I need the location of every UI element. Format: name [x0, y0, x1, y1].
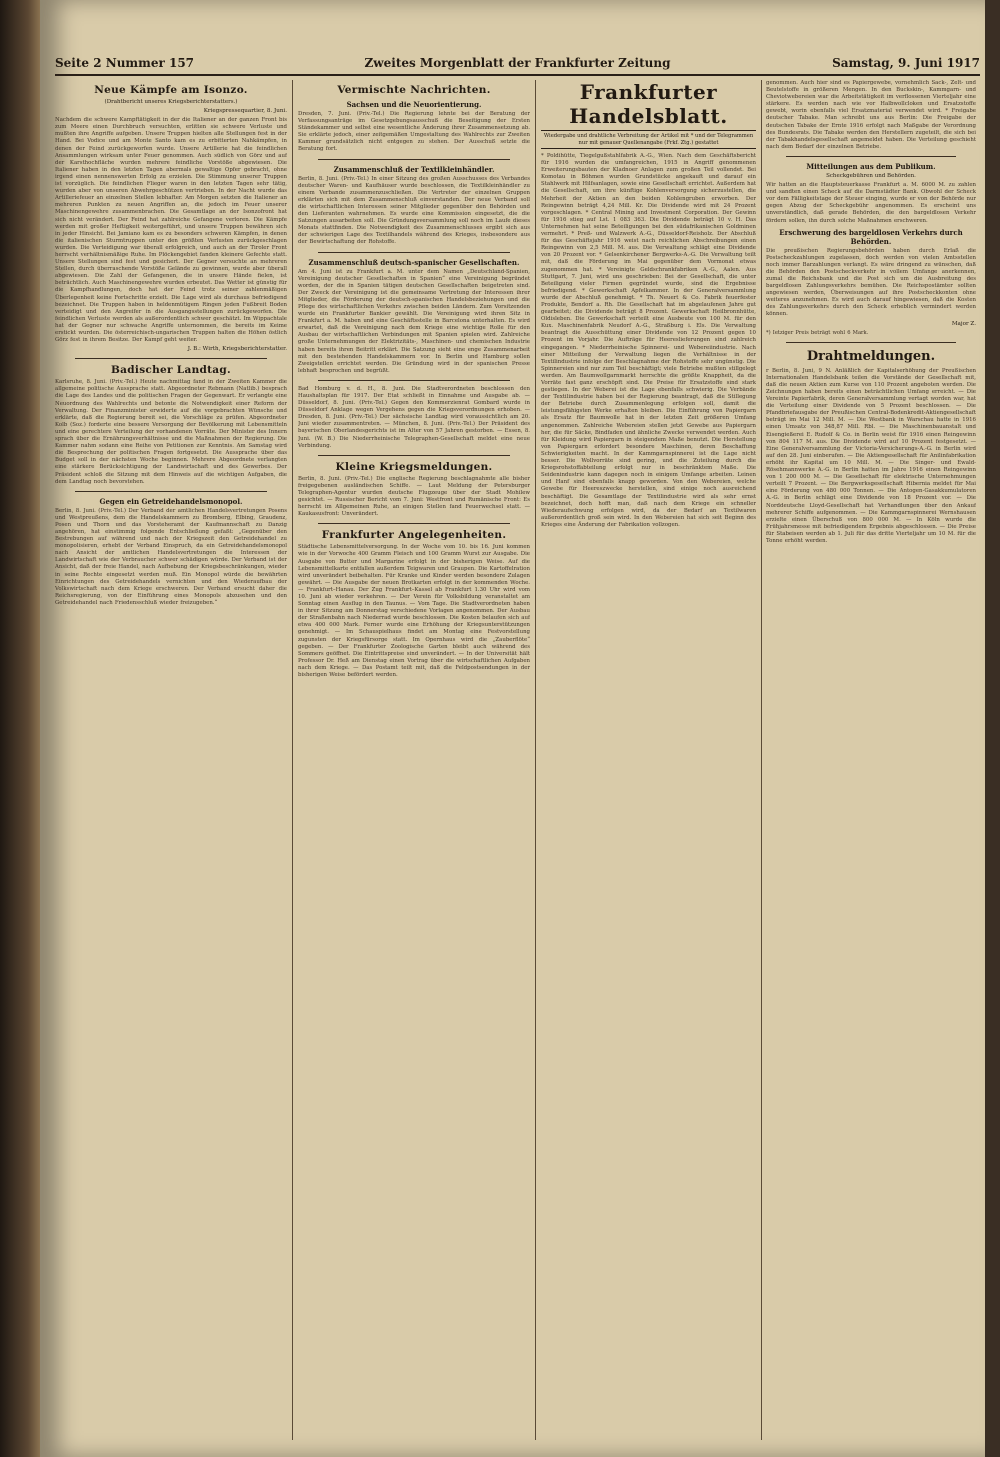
article-heading: Mitteilungen aus dem Publikum.	[806, 161, 936, 171]
article-subheading: Sachsen und die Neuorientierung.	[346, 100, 482, 109]
column-4	[766, 80, 976, 1440]
article-heading: Vermischte Nachrichten.	[337, 84, 491, 96]
article-heading: Zusammenschluß deutsch-spanischer Gesellschaften.	[308, 257, 520, 267]
author-signature: Major Z.	[951, 320, 976, 327]
footnote: *) Ietziger Preis beträgt wohl 6 Mark.	[766, 329, 869, 336]
article-subheading: Scheckgebühren und Behörden.	[826, 172, 916, 179]
article-body: Dresden, 7. Juni. (Priv.-Tel.) Die Regierung lehnte bei der Beratung der Verfassungsanträge im Gesetzgebungsausschuß die Beseitigung der Ersten Ständekammer und selbst eine wesentliche Änderung ihrer Zusammensetzung ab. Sie erklärte jedoch, einer zeitgemäßen Umgestaltung des Wahlrechts zur Zweiten Kammer grundsätzlich nicht entgegen zu stehen. Der Ausschuß setzte die Beratung fort.	[298, 111, 530, 153]
article-heading: Frankfurter Angelegenheiten.	[321, 529, 507, 542]
article-body: Karlsruhe, 8. Juni. (Priv.-Tel.) Heute nachmittag fand in der Zweiten Kammer die allgemeine politische Aussprache statt. Abgeordneter Rebmann (Natlib.) besprach die Lage des Landes und die politischen Fragen der Gegenwart. Er verlangte eine Neuordnung des Wahlrechts und betonte die Notwendigkeit einer Reform der Verwaltung. Der Finanzminister erwiderte auf die vorgebrachten Wünsche und erklärte, daß die Regierung bereit sei, die Vorschläge zu prüfen. Abgeordneter Kolb (Soz.) forderte eine bessere Versorgung der Bevölkerung mit Lebensmitteln und eine gerechtere Verteilung der vorhandenen Vorräte. Der Minister des Innern sprach über die Ernährungsverhältnisse und die Maßnahmen der Regierung. Die Kammer nahm sodann eine Reihe von Petitionen zur Kenntnis. Am Samstag wird die Besprechung der politischen Fragen fortgesetzt. Die Aussprache über das Budget soll in der nächsten Woche beginnen. Mehrere Abgeordnete verlangten eine stärkere Berücksichtigung der Landwirtschaft und des Gewerbes. Der Präsident schloß die Sitzung mit dem Hinweis auf die wichtigen Aufgaben, die dem Landtag noch bevorstehen.	[55, 379, 287, 485]
divider	[75, 358, 267, 359]
article-heading: Gegen ein Getreidehandelsmonopol.	[99, 496, 243, 506]
article-body: Berlin, 8. Juni. (Priv.-Tel.) In einer Sitzung des großen Ausschusses des Verbandes deutscher Waren- und Kaufhäuser wurde beschlossen, die Textilkleinhändler zu einem Verbande zusammenzuschließen. Die Vertreter der einzelnen Gruppen erklärten sich mit dem Zusammenschluß einverstanden. Der neue Verband soll die wirtschaftlichen Interessen seiner Mitglieder gegenüber den Behörden und den Lieferanten wahrnehmen. Es wurde eine Kommission eingesetzt, die die Satzungen ausarbeiten soll. Die Gründungsversammlung soll noch im Laufe dieses Monats stattfinden. Die Notwendigkeit des Zusammenschlusses ergibt sich aus der schwierigen Lage des Textilhandels während des Krieges, insbesondere aus der Bewirtschaftung der Rohstoffe.	[298, 175, 530, 246]
column-2	[298, 80, 530, 1440]
column-rule	[535, 80, 536, 1440]
dateline: Kriegspressequartier, 8. Juni.	[203, 108, 287, 115]
divider	[318, 252, 510, 253]
article-heading: Erschwerung des bargeldlosen Verkehrs durch Behörden.	[779, 227, 963, 246]
article-body: Nachdem die schwere Kampftätigkeit in der die Italiener an der ganzen Front bis zum Meere einen Durchbruch versuchten, erlitten sie schwere Verluste und mußten ihre Angriffe aufgeben. Unsere Truppen hielten alle Stellungen fest in der Hand. Bei Vodice und am Monte Santo kam es zu erbitterten Nahkämpfen, in denen der Feind zurückgeworfen wurde. Unsere Artillerie hat die feindlichen Ansammlungen wirksam unter Feuer genommen. Auch südlich von Görz und auf der Karsthochfläche wurden mehrere feindliche Vorstöße abgewiesen. Die Italiener haben in den letzten Tagen abermals gewaltige Opfer gebracht, ohne irgend einen nennenswerten Erfolg zu erzielen. Die Stimmung unserer Truppen ist vorzüglich. Die feindlichen Flieger waren in den letzten Tagen sehr tätig, wurden aber von unseren Abwehrgeschützen vertrieben. In der Nacht wurde das Artilleriefeuer an einzelnen Stellen lebhafter. Am Morgen setzten die Italiener an mehreren Punkten zu neuen Angriffen an, die jedoch im Feuer unserer Maschinengewehre zusammenbrachen. Die Gesamtlage an der Isonzofront hat sich nicht verändert. Der Feind hat zahlreiche Gefangene verloren. Die Kämpfe werden mit großer Heftigkeit weitergeführt, und unsere Truppen bewähren sich in jeder Hinsicht. Bei Jamiano kam es zu besonders schweren Kämpfen, in denen die italienischen Sturmtruppen unter den größten Verlusten zurückgeschlagen wurden. Die Verteidigung war überall erfolgreich, und auch an der Tiroler Front herrscht verhältnismäßige Ruhe. Im Plöckengebiet fanden kleinere Gefechte statt. Unsere Stellungen sind fest und gesichert. Der Gegner versuchte an mehreren Stellen, durch überraschende Vorstöße Gelände zu gewinnen, wurde aber überall abgewiesen. Die Zahl der Gefangenen, die in unsere Hände fielen, ist beträchtlich. Auch Maschinengewehre wurden erbeutet. Das Wetter ist günstig für die Kampfhandlungen, doch hat der Feind trotz seiner zahlenmäßigen Überlegenheit keine Fortschritte erzielt. Die Lage wird als durchaus befriedigend bezeichnet. Die Truppen haben in heldenmütigem Ringen jeden Fußbreit Boden verteidigt und den Angreifer in die Ausgangsstellungen zurückgeworfen. Die feindlichen Verluste werden als außerordentlich schwer geschätzt. Im Wippachtale hat der Gegner nur schwache Angriffe unternommen, die bereits im Keime erstickt wurden. Die österreichisch-ungarischen Truppen halten die Höhen östlich Görz fest in ihrem Besitze. Der Kampf geht weiter.	[55, 117, 287, 344]
page-header	[55, 52, 980, 76]
article-body: Wir hatten an die Hauptsteuerkasse Frankfurt a. M. 6000 M. zu zahlen und sandten einen Scheck auf die Darmstädter Bank. Obwohl der Scheck vor dem Fälligkeitstage der Steuer einging, wurde er von der Behörde nur gegen Abzug der Scheckgebühr angenommen. Es erscheint uns unverständlich, daß gerade Behörden, die den bargeldlosen Verkehr fördern sollen, ihn durch solche Maßnahmen erschweren.	[766, 182, 976, 224]
article-body: Städtische Lebensmittelversorgung. In der Woche vom 10. bis 16. Juni kommen wie in der Vorwoche 400 Gramm Fleisch und 100 Gramm Wurst zur Ausgabe. Die Ausgabe von Butter und Margarine erfolgt in der bisherigen Weise. Auf die Lebensmittelkarte entfallen außerdem Teigwaren und Graupen. Die Kartoffelration wird unverändert beibehalten. Für Kranke und Kinder werden besondere Zulagen gewährt. — Die Ausgabe der neuen Brotkarten erfolgt in der kommenden Woche. — Frankfurt–Hanau. Der Zug Frankfurt–Kassel ab Frankfurt 1.30 Uhr wird vom 10. Juni ab wieder verkehren. — Der Verein für Volksbildung veranstaltet am Sonntag einen Ausflug in den Taunus. — Vom Tage. Die Stadtverordneten haben in ihrer Sitzung am Donnerstag verschiedene Vorlagen angenommen. Der Ausbau der Straßenbahn nach Niederrad wurde beschlossen. Die Kosten belaufen sich auf etwa 400 000 Mark. Ferner wurde eine Erhöhung der Kriegsunterstützungen genehmigt. — Im Schauspielhaus findet am Montag eine Festvorstellung zugunsten der Kriegsfürsorge statt. Im Opernhaus wird die „Zauberflöte“ gegeben. — Der Frankfurter Zoologische Garten bleibt auch während des Sommers geöffnet. Die Eintrittspreise sind unverändert. — In der Universität hält Professor Dr. Heß am Dienstag einen Vortrag über die wirtschaftlichen Aufgaben nach dem Kriege. — Das Postamt teilt mit, daß die Feldpostsendungen in der bisherigen Weise befördert werden.	[298, 544, 530, 678]
article-body: * Poldihütte, Tiegelgußstahlfabrik A.-G., Wien. Nach dem Geschäftsbericht für 1916 wurden die umfangreichen, 1915 in Angriff genommenen Erweiterungsbauten der Kladnoer Anlagen zum großen Teil vollendet. Bei Komotau in Böhmen wurden Grundstücke angekauft und darauf ein Stahlwerk mit Hilfsanlagen, sowie eine Gesellschaft errichtet. Außerdem hat die Gesellschaft, um ihre künftige Kohlenversorgung sicherzustellen, die Mehrheit der Aktien an den beiden Kohlengruben erworben. Der Reingewinn beträgt 4,24 Mill. Kr. Die Dividende wird mit 24 Prozent vorgeschlagen. * Central Mining and Investment Corporation. Der Gewinn für 1916 stieg auf Lst. 1 083 363. Die Dividende beträgt 10 v. H. Das Unternehmen hat seine Beteiligungen bei den südafrikanischen Goldminen vermehrt. * Preß- und Walzwerk A.-G., Düsseldorf-Reisholz. Der Abschluß für das Geschäftsjahr 1916 weist nach reichlichen Abschreibungen einen Reingewinn von 2,5 Mill. M. aus. Die Verwaltung schlägt eine Dividende von 20 Prozent vor. * Gelsenkirchener Bergwerks-A.-G. Die Verwaltung teilt mit, daß die Förderung im Mai gegenüber dem Vormonat etwas zugenommen hat. * Vereinigte Geldschrankfabriken A.-G., Aalen. Aus Stuttgart, 7. Juni, wird uns geschrieben: Bei der Gesellschaft, die unter Beteiligung vieler Firmen gegründet wurde, sind die Ergebnisse befriedigend. * Gewerkschaft Apfelkammer. In der Generalversammlung wurde der Abschluß genehmigt. * Th. Neuert & Co. Fabrik feuerfester Produkte, Bendorf a. Rh. Die Gesellschaft hat im abgelaufenen Jahre gut gearbeitet; die Dividende beträgt 8 Prozent. Gewerkschaft Heilbronnhütte, Oldisleben. Die Gewerkschaft verteilt eine Ausbeute von 100 M. für den Kux. Maschinenfabrik Neudorf A.-G., Straßburg i. Els. Die Verwaltung beantragt die Ausschüttung einer Dividende von 12 Prozent gegen 10 Prozent im Vorjahr. Die Aufträge für Heereslieferungen sind zahlreich eingegangen. * Niederrheinische Spinnerei- und Webereiindustrie. Nach einer Mitteilung der Verwaltung liegen die Verhältnisse in der Textilindustrie infolge der Beschlagnahme der Rohstoffe sehr ungünstig. Die Spinnereien sind nur zum Teil beschäftigt; viele Betriebe mußten stillgelegt werden. Am Baumwollgarnmarkt herrschte die größte Knappheit, da die Vorräte fast ganz erschöpft sind. Die Preise für Ersatzstoffe sind stark gestiegen. In der Weberei ist die Lage ebenfalls schwierig. Die Verbände der Textilindustrie haben bei der Regierung beantragt, daß die Stillegung der Betriebe durch Zusammenlegung erfolgen soll, damit die leistungsfähigsten Werke erhalten bleiben. Die Einführung von Papiergarn als Ersatz für Baumwolle hat in der letzten Zeit größeren Umfang angenommen. Zahlreiche Webereien stellen jetzt Gewebe aus Papiergarn her, die für Säcke, Bindfaden und ähnliche Zwecke verwendet werden. Auch für Kleidung wird Papiergarn in steigendem Maße benutzt. Die Herstellung von Papiergarn erfordert besondere Maschinen, deren Beschaffung Schwierigkeiten macht. In der Kammgarnspinnerei ist die Lage nicht besser. Die Wollvorräte sind gering, und die Zuteilung durch die Kriegsrohstoffabteilung erfolgt nur in beschränktem Maße. Die Seidenindustrie kann dagegen noch in einigem Umfange arbeiten. Leinen und Hanf sind ebenfalls knapp geworden. Von den Webereien, welche Gewebe für Heereszwecke herstellen, sind einige noch ausreichend beschäftigt. Die Gesamtlage der Textilindustrie wird als sehr ernst bezeichnet, doch hofft man, daß nach dem Kriege ein schneller Wiederaufschwung erfolgen wird, da der Bedarf an Textilwaren außerordentlich groß sein wird. In den Webereien hat sich seit Beginn des Krieges eine Änderung der Fabrikation vollzogen.	[541, 153, 756, 528]
divider	[786, 342, 956, 343]
article-heading: Kleine Kriegsmeldungen.	[335, 460, 493, 473]
section-title: Drahtmeldungen.	[806, 348, 936, 364]
divider	[786, 156, 956, 157]
article-body: Die preußischen Regierungsbehörden haben durch Erlaß die Postscheckzahlungen zugelassen, doch werden von vielen Amtsstellen noch immer Barzahlungen verlangt. Es wäre dringend zu wünschen, daß die Behörden den Postscheckverkehr in vollem Umfange anerkennen, zumal die Reichsbank und die Post sich um die Ausbreitung des bargeldlosen Zahlungsverkehrs bemühen. Die Reichspostämter sollten angewiesen werden, Überweisungen auf ihre Postscheckkonten ohne weiteres anzunehmen. Es wird auch darauf hingewiesen, daß die Kosten des Zahlungsverkehrs durch den Scheck erheblich vermindert werden können.	[766, 247, 976, 318]
article-body: genommen. Auch hier sind es Papiergewebe, vornehmlich Sack-, Zelt- und Beutelstoffe in größeren Mengen. In den Buckskin-, Kammgarn- und Cheviotwebereien war die Arbeitstätigkeit im verflossenen Vierteljahr eine stärkere. Es werden nach wie vor Halbwollcloken und Ersatzstoffe gewebt, worin ebenfalls viel Ersatzmaterial verwendet wird. * Freigabe deutscher Tabake. Man schreibt uns aus Berlin: Die Freigabe der deutschen Tabake der Ernte 1916 erfolgt nach Maßgabe der Verordnung des Bundesrats. Die Tabake werden den Herstellern zugeteilt, die sich bei der Tabakhandelsgesellschaft angemeldet haben. Die Verteilung geschieht nach dem Bedarf der einzelnen Betriebe.	[766, 80, 976, 150]
article-heading: Neue Kämpfe am Isonzo.	[94, 84, 248, 96]
article-subheading: (Drahtbericht unseres Kriegsberichterstatters.)	[104, 99, 238, 105]
column-rule	[292, 80, 293, 1440]
divider	[318, 380, 510, 381]
reprint-notice: Wiedergabe und drahtliche Verbreitung der Artikel mit * und der Telegrammen nur mit genauer Quellenangabe (Frkf. Ztg.) gestattet	[541, 130, 756, 149]
masthead: Zweites Morgenblatt der Frankfurter Zeitung	[364, 56, 671, 70]
book-gutter	[0, 0, 40, 1457]
divider	[318, 455, 510, 456]
column-rule	[761, 80, 762, 1440]
article-body: Berlin, 8. Juni. (Priv.-Tel.) Die englische Regierung beschlagnahmte alle bisher freigegebenen ausländischen Schiffe. — Laut Meldung der Petersburger Telegraphen-Agentur wurden deutsche Flugzeuge über der Stadt Mohilew gesichtet. — Russischer Bericht vom 7. Juni: Westfront und Rumänische Front: Es herrscht im Allgemeinen Ruhe, an einigen Stellen fand Feuerwechsel statt. — Kaukasusfront: Unverändert.	[298, 475, 530, 518]
article-body: Bad Homburg v. d. H., 8. Juni. Die Stadtverordneten beschlossen den Haushaltsplan für 1917. Der Etat schließt in Einnahme und Ausgabe ab. — Düsseldorf, 8. Juni. (Priv.-Tel.) Gegen den Kommerzienrat Gombard wurde in Düsseldorf Anklage wegen Vergehens gegen die Kriegsverordnungen erhoben. — Dresden, 8. Juni. (Priv.-Tel.) Der sächsische Landtag wird voraussichtlich am 20. Juni wieder zusammentreten. — München, 8. Juni. (Priv.-Tel.) Der Präsident des bayerischen Oberlandesgerichts ist im Alter von 57 Jahren gestorben. — Essen, 8. Juni. (W. B.) Die Niederrheinische Telegraphen-Gesellschaft meldet eine neue Verbindung.	[298, 385, 530, 449]
divider	[318, 523, 510, 524]
issue-date: Samstag, 9. Juni 1917	[832, 56, 980, 70]
article-body: Berlin, 8. Juni. (Priv.-Tel.) Der Verband der amtlichen Handelsvertretungen Posens und Westpreußens, dem die Handelskammern zu Bromberg, Elbing, Graudenz, Posen und Thorn und das Vorsteheramt der Kaufmannschaft zu Danzig angehören, hat einstimmig folgende Entschließung gefaßt: „Gegenüber den Bestrebungen auf während und nach der Kriegszeit den Getreidehandel zu monopolisieren, erhebt der Verband Einspruch, da ein Getreidehandelsmonopol nach Ansicht der amtlichen Handelsvertretungen die Interessen der Landwirtschaft wie der Verbraucher schwer schädigen würde. Der Verband ist der Ansicht, daß der freie Handel, nach Aufhebung der Kriegsbeschränkungen, wieder in seine Rechte eingesetzt werden muß. Ein Monopol würde die bewährten Einrichtungen des Getreidehandels vernichten und den Wiederaufbau der Volkswirtschaft nach dem Kriege erschweren. Der Verband ersucht daher die Reichsregierung, von der Einführung eines Monopols abzusehen und den Getreidehandel nach Friedensschluß wieder freizugeben.“	[55, 507, 287, 606]
page-number: Seite 2 Nummer 157	[55, 56, 195, 70]
divider	[318, 159, 510, 160]
author-signature: J. B.: Wirth, Kriegsberichterstatter.	[187, 346, 287, 353]
article-body: r Berlin, 8. Juni, 9 N. Anläßlich der Kapitalserhöhung der Preußischen Internationalen Handelsbank teilen die Vorstände der Gesellschaft mit, daß die neuen Aktien zum Kurse von 110 Prozent angeboten werden. Die Zeichnungen haben bereits einen beträchtlichen Umfang erreicht. — Die Vereinte Papierfabrik, deren Generalversammlung vertagt worden war, hat die Verteilung einer Dividende von 5 Prozent beschlossen. — Die Pfandbriefausgabe der Preußischen Central-Bodenkredit-Aktiengesellschaft beträgt im Mai 12 Mill. M. — Die Westbank in Warschau hatte in 1916 einen Umsatz von 348,87 Mill. Rbl. — Die Maschinenbauanstalt und Eisengießerei E. Rudolf & Co. in Berlin weist für 1916 einen Reingewinn von 804 117 M. aus. Die Dividende wird auf 10 Prozent festgesetzt. — Eine Generalversammlung der Victoria-Versicherungs-A.-G. in Berlin wird auf den 28. Juni einberufen. — Die Aktiengesellschaft für Anilinfabrikation erhöht ihr Kapital um 10 Mill. M. — Die Singer- und Ewald-Rösehmannwerke A.-G. in Berlin hatten im Jahre 1916 einen Reingewinn von 1 200 000 M. — Die Gesellschaft für elektrische Unternehmungen verteilt 7 Prozent. — Die Bergwerksgesellschaft Hibernia meldet für Mai eine Förderung von 480 000 Tonnen. — Die Antogen-Gasakkumulatoren A.-G. in Berlin schlägt eine Dividende von 18 Prozent vor. — Die Norddeutsche Lloyd-Gesellschaft hat Verhandlungen über den Ankauf mehrerer Schiffe aufgenommen. — Die Kammgarnspinnerei Wernshausen erzielte einen Überschuß von 800 000 M. — In Köln wurde die Frühjahrsmesse mit befriedigendem Ergebnis abgeschlossen. — Die Preise für Stabeisen werden ab 1. Juli für das dritte Vierteljahr um 10 M. für die Tonne erhöht werden.	[766, 367, 976, 544]
article-heading: Badischer Landtag.	[110, 364, 232, 377]
article-body: Am 4. Juni ist zu Frankfurt a. M. unter dem Namen „Deutschland-Spanien, Vereinigung deutscher Gesellschaften in Spanien“ eine Vereinigung begründet worden, der die in Spanien tätigen deutschen Gesellschaften beigetreten sind. Der Zweck der Vereinigung ist die gemeinsame Vertretung der Interessen ihrer Mitglieder, die Förderung der deutsch-spanischen Handelsbeziehungen und die Pflege des wirtschaftlichen Verkehrs zwischen beiden Ländern. Zum Vorsitzenden wurde ein Frankfurter Bankier gewählt. Die Vereinigung wird ihren Sitz in Frankfurt a. M. haben und eine Geschäftsstelle in Barcelona unterhalten. Es wird erwartet, daß die Vereinigung nach dem Kriege eine wichtige Rolle für den Ausbau der wirtschaftlichen Verbindungen mit Spanien spielen wird. Zahlreiche große Unternehmungen der Elektrizitäts-, Maschinen- und chemischen Industrie haben bereits ihren Beitritt erklärt. Die Satzung sieht eine enge Zusammenarbeit mit den bestehenden Handelskammern vor. In Berlin und Hamburg sollen Zweigstellen errichtet werden. Die Gründung wird in der spanischen Presse lebhaft besprochen und begrüßt.	[298, 268, 530, 374]
column-1	[55, 80, 287, 1440]
column-3	[541, 80, 756, 1440]
section-title: Frankfurter Handelsblatt.	[569, 80, 728, 128]
divider	[75, 491, 267, 492]
article-heading: Zusammenschluß der Textilkleinhändler.	[333, 164, 495, 174]
